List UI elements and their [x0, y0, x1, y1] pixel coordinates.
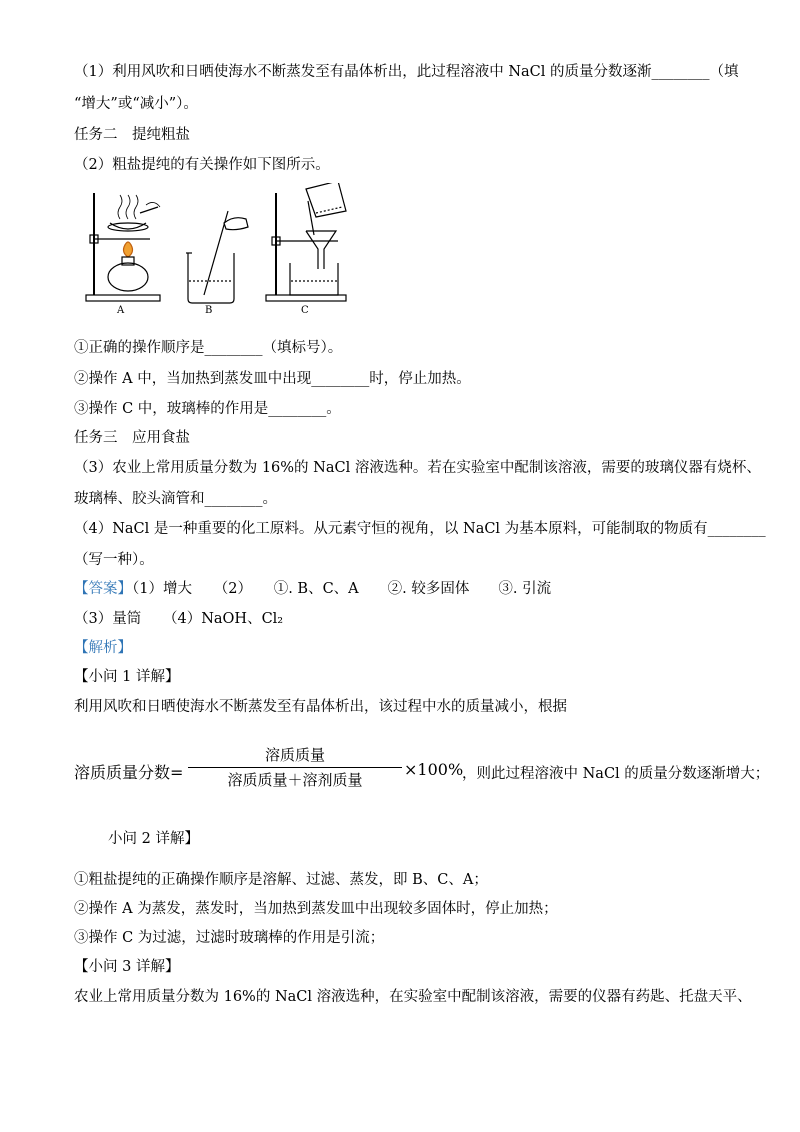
q2-sub2: ②操作 A 中，当加热到蒸发皿中出现________时，停止加热。: [74, 371, 471, 387]
formula-times: ×100%: [404, 760, 464, 779]
formula-fraction: [188, 745, 402, 790]
d3-text: 农业上常用质量分数为 16%的 NaCl 溶液选种，在实验室中配制该溶液，需要的仪器有药匙、托盘天平、: [74, 989, 752, 1005]
task3-heading: 任务三 应用食盐: [74, 430, 190, 446]
figure-label-c: C: [301, 305, 309, 316]
d2-title: 小问 2 详解】: [108, 831, 199, 847]
q4-line1: （4）NaCl 是一种重要的化工原料。从元素守恒的视角，以 NaCl 为基本原料，可能制取的物质有________: [74, 521, 766, 537]
apparatus-a: [86, 193, 160, 301]
task2-heading: 任务二 提纯粗盐: [74, 127, 190, 143]
formula-numerator: 溶质质量: [264, 746, 325, 764]
d1-text: 利用风吹和日晒使海水不断蒸发至有晶体析出，该过程中水的质量减小，根据: [74, 699, 567, 715]
mass-fraction-formula: [74, 745, 770, 795]
q1-line2: “增大”或“减小”）。: [74, 96, 198, 112]
formula-lhs: 溶质质量分数=: [74, 763, 184, 782]
d2-s2: ②操作 A 为蒸发，蒸发时，当加热到蒸发皿中出现较多固体时，停止加热；: [74, 901, 558, 917]
formula-tail: ，则此过程溶液中 NaCl 的质量分数逐渐增大；: [462, 766, 770, 782]
answer-tag: 【答案】: [74, 581, 132, 597]
formula-denominator: 溶质质量＋溶剂质量: [227, 771, 363, 789]
d3-title: 【小问 3 详解】: [74, 959, 180, 975]
q2-sub1: ①正确的操作顺序是________（填标号）。: [74, 340, 343, 356]
q1-line1: （1）利用风吹和日晒使海水不断蒸发至有晶体析出，此过程溶液中 NaCl 的质量分数逐渐________（填: [74, 64, 739, 80]
q4-line2: （写一种）。: [74, 552, 154, 568]
apparatus-drawing: [80, 183, 370, 323]
analysis-tag: 【解析】: [74, 640, 132, 656]
answer-text1: （1）增大 （2） ①. B、C、A ②. 较多固体 ③. 引流: [132, 581, 552, 597]
q3-line2: 玻璃棒、胶头滴管和________。: [74, 491, 277, 507]
d2-s1: ①粗盐提纯的正确操作顺序是溶解、过滤、蒸发，即 B、C、A；: [74, 872, 488, 888]
apparatus-b: [186, 211, 248, 303]
answer-line1: [74, 579, 551, 599]
q3-line1: （3）农业上常用质量分数为 16%的 NaCl 溶液选种。若在实验室中配制该溶液，需要的玻璃仪器有烧杯、: [74, 460, 761, 476]
fraction-bar: [188, 767, 402, 768]
answer-line2: （3）量筒 （4）NaOH、Cl₂: [74, 611, 284, 627]
apparatus-c: [266, 183, 346, 301]
d2-s3: ③操作 C 为过滤，过滤时玻璃棒的作用是引流；: [74, 930, 385, 946]
q2-intro: （2）粗盐提纯的有关操作如下图所示。: [74, 157, 330, 173]
apparatus-figure: [80, 183, 370, 323]
figure-label-b: B: [205, 305, 213, 316]
d1-title: 【小问 1 详解】: [74, 669, 180, 685]
q2-sub3: ③操作 C 中，玻璃棒的作用是________。: [74, 401, 341, 417]
figure-label-a: A: [117, 305, 125, 316]
